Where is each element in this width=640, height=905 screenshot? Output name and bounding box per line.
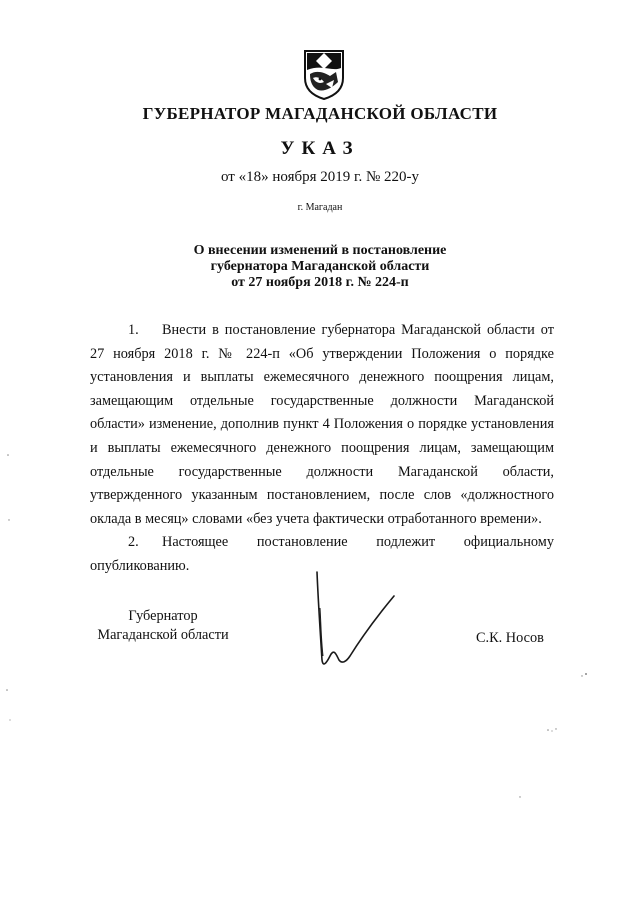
document-subject xyxy=(0,243,640,291)
paragraph-number: 2. xyxy=(128,534,139,551)
signer-name: С.К. Носов xyxy=(476,630,544,646)
paragraph-1 xyxy=(90,319,554,531)
signer-position xyxy=(88,607,238,645)
issuing-authority: ГУБЕРНАТОР МАГАДАНСКОЙ ОБЛАСТИ xyxy=(142,104,498,123)
coat-of-arms-icon xyxy=(302,48,346,100)
document-type: УКАЗ xyxy=(280,138,360,159)
paragraph-text: Внести в постановление губернатора Магаданской области от 27 ноября 2018 г. № 224-п «Об утверждении Положения о порядке установления и выплаты ежемесячного денежного поощрения лицам, замещающим отдельные государственные должности Магаданской области» изменение, дополнив пункт 4 Положения о порядке установления и выплаты ежемесячного денежного поощрения лицам, замещающим отдельные государственные должности Магаданской области, утвержденного указанным постановлением, после слов «должностного оклада в месяц» словами «без учета фактически отработанного времени». xyxy=(90,322,554,527)
signer-position-line: Магаданской области xyxy=(97,627,229,643)
paragraph-number: 1. xyxy=(128,322,139,338)
signer-position-line: Губернатор xyxy=(128,608,198,624)
document-place: г. Магадан xyxy=(297,202,343,213)
subject-line: О внесении изменений в постановление xyxy=(193,243,447,258)
document-date-number: от «18» ноября 2019 г. № 220-у xyxy=(220,169,420,185)
handwritten-signature xyxy=(308,568,418,678)
subject-line: губернатора Магаданской области xyxy=(210,259,430,274)
paragraph-text: Настоящее постановление подлежит официальному опубликованию. xyxy=(90,534,554,574)
document-body xyxy=(90,319,554,579)
subject-line: от 27 ноября 2018 г. № 224-п xyxy=(231,275,409,290)
